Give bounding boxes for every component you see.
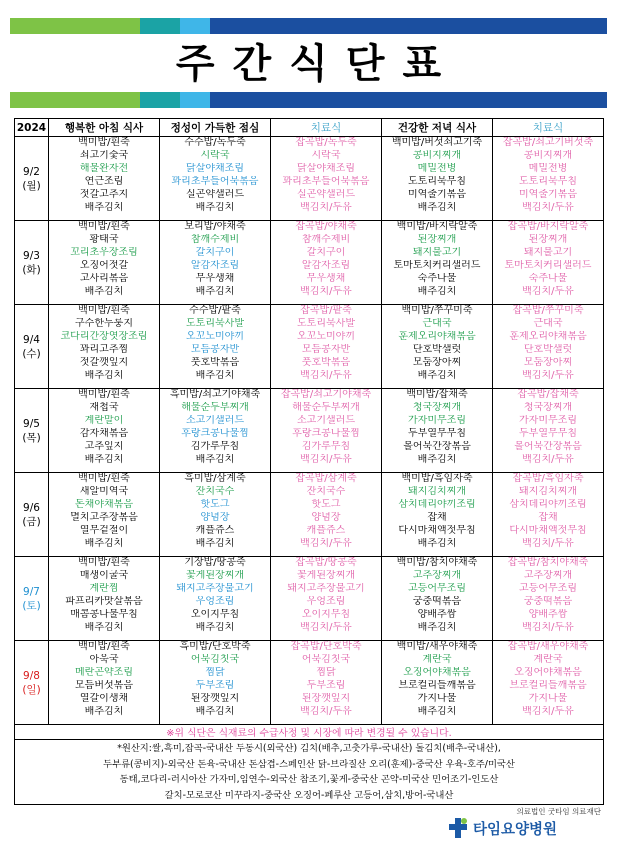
date: 9/8 xyxy=(23,669,40,682)
menu-item: 잡곡밥/새우야채죽 xyxy=(507,641,589,652)
dinner-menu-cell xyxy=(382,221,493,305)
day-label xyxy=(15,389,49,473)
menu-item: 백미밥/참치야채죽 xyxy=(396,557,478,568)
note-row xyxy=(15,725,604,740)
menu-item: 백김치/두유 xyxy=(522,369,574,381)
origin-line: 동태,코다리-러시아산 가자미,임연수-외국산 참조기,꽃게-중국산 곤약-미국산 민어조기-인도산 xyxy=(119,774,499,785)
menu-item: 백미밥/흰죽 xyxy=(78,557,130,568)
menu-item: 고추장찌개 xyxy=(523,569,573,581)
menu-item: 갈치구이 xyxy=(195,246,235,258)
menu-item: 백미밥/흰죽 xyxy=(78,137,130,148)
hospital-logo xyxy=(447,806,607,846)
menu-item: 구수한누룽지 xyxy=(75,317,133,329)
menu-item: 찜닭 xyxy=(205,666,225,678)
menu-item: 미역줄기볶음 xyxy=(408,188,466,200)
day-row xyxy=(15,389,604,473)
menu-item: 훈제오리야채볶음 xyxy=(509,330,587,342)
logo-name: 타임요양병원 xyxy=(473,822,558,838)
menu-item: 모둠장아찌 xyxy=(412,356,462,368)
lunch-menu-cell xyxy=(160,137,271,221)
menu-item: 배추김치 xyxy=(417,453,457,465)
menu-item: 청국장찌개 xyxy=(412,401,462,413)
menu-item: 양념장 xyxy=(311,511,341,523)
menu-item: 실곤약샐러드 xyxy=(186,188,244,200)
dinner-header: 건강한 저녁 식사 xyxy=(382,119,493,137)
menu-item: 모듬버섯볶음 xyxy=(75,679,133,691)
top-color-band xyxy=(10,18,607,34)
day-label xyxy=(15,305,49,389)
header-row xyxy=(15,119,604,137)
diet1-menu-cell xyxy=(271,389,382,473)
day-label xyxy=(15,473,49,557)
dinner-menu-cell xyxy=(382,557,493,641)
menu-item: 계란국 xyxy=(422,653,452,665)
weekly-menu-table xyxy=(14,118,604,805)
menu-item: 어묵김칫국 xyxy=(190,653,240,665)
menu-item: 잡곡밥/삼계죽 xyxy=(295,473,357,484)
menu-item: 돈채야채볶음 xyxy=(75,498,133,510)
menu-item: 고등어무조림 xyxy=(519,582,577,594)
menu-item: 오꼬노미야끼 xyxy=(297,330,355,342)
menu-item: 두부열무무침 xyxy=(519,427,577,439)
weekday: (목) xyxy=(22,431,41,444)
menu-item: 매생이굴국 xyxy=(79,569,129,581)
menu-item: 오이지무침 xyxy=(301,608,351,620)
menu-item: 참깨수제비 xyxy=(301,233,351,245)
dinner-menu-cell xyxy=(382,137,493,221)
menu-item: 김가루무침 xyxy=(190,440,240,452)
page-title: 주간식단표 xyxy=(175,41,460,87)
diet1-menu-cell xyxy=(271,305,382,389)
menu-item: 배추김치 xyxy=(195,201,235,213)
lunch-header: 정성이 가득한 점심 xyxy=(160,119,271,137)
weekday: (일) xyxy=(22,683,41,696)
day-label xyxy=(15,137,49,221)
year-header: 2024 xyxy=(15,119,49,137)
menu-item: 돼지고추장불고기 xyxy=(176,582,254,594)
menu-notice: ※위 식단은 식재료의 수급사정 및 시장에 따라 변경될 수 있습니다. xyxy=(15,725,604,740)
menu-item: 파프리카맛살볶음 xyxy=(65,595,143,607)
menu-item: 잡채 xyxy=(538,511,558,523)
menu-item: 백김치/두유 xyxy=(522,453,574,465)
weekday: (금) xyxy=(22,515,41,528)
diet1-menu-cell xyxy=(271,221,382,305)
menu-item: 백미밥/흰죽 xyxy=(78,305,130,316)
menu-item: 백미밥/버섯쇠고기죽 xyxy=(391,137,483,148)
menu-item: 잡곡밥/팥죽 xyxy=(300,305,352,316)
menu-item: 백미밥/잡채죽 xyxy=(406,389,468,400)
menu-item: 열무겉절이 xyxy=(79,524,129,536)
day-row xyxy=(15,305,604,389)
menu-item: 백김치/두유 xyxy=(300,705,352,717)
menu-item: 돼지고추장불고기 xyxy=(287,582,365,594)
day-row xyxy=(15,641,604,725)
menu-item: 백미밥/흰죽 xyxy=(78,641,130,652)
breakfast-header: 행복한 아침 식사 xyxy=(49,119,160,137)
day-row xyxy=(15,137,604,221)
menu-item: 열갈이생채 xyxy=(79,692,129,704)
menu-item: 돼지불고기 xyxy=(523,246,573,258)
diet2-menu-cell xyxy=(493,137,604,221)
menu-item: 된장깻잎지 xyxy=(190,692,240,704)
date: 9/5 xyxy=(23,417,40,430)
cross-logo-icon xyxy=(447,816,469,840)
day-row xyxy=(15,473,604,557)
date: 9/7 xyxy=(23,585,40,598)
day-label xyxy=(15,221,49,305)
menu-item: 백미밥/흑임자죽 xyxy=(401,473,473,484)
menu-item: 꽈리초부들어묵볶음 xyxy=(171,175,259,187)
weekday: (토) xyxy=(22,599,41,612)
menu-item: 백김치/두유 xyxy=(300,537,352,549)
menu-item: 백김치/두유 xyxy=(522,537,574,549)
menu-item: 오징어젓갈 xyxy=(79,259,129,271)
breakfast-menu-cell xyxy=(49,473,160,557)
menu-item: 양배추쌈 xyxy=(528,608,568,620)
menu-item: 잡곡밥/잡채죽 xyxy=(517,389,579,400)
menu-item: 메밀전병 xyxy=(417,162,457,174)
diet2-menu-cell xyxy=(493,473,604,557)
diet1-menu-cell xyxy=(271,473,382,557)
menu-item: 소고기샐러드 xyxy=(186,414,244,426)
diet2-menu-cell xyxy=(493,221,604,305)
menu-item: 브로컬리들깨볶음 xyxy=(398,679,476,691)
menu-item: 꽈리고추찜 xyxy=(79,343,129,355)
menu-item: 배추김치 xyxy=(417,705,457,717)
menu-item: 우엉조림 xyxy=(306,595,346,607)
menu-item: 배추김치 xyxy=(195,621,235,633)
menu-item: 잔치국수 xyxy=(306,485,346,497)
menu-item: 배추김치 xyxy=(84,537,124,549)
weekday: (화) xyxy=(22,263,41,276)
menu-item: 오꼬노미야끼 xyxy=(186,330,244,342)
menu-item: 백미밥/새우야채죽 xyxy=(396,641,478,652)
menu-item: 삼치데리야끼조림 xyxy=(509,498,587,510)
menu-item: 두부조림 xyxy=(306,679,346,691)
menu-item: 배추김치 xyxy=(195,453,235,465)
breakfast-menu-cell xyxy=(49,305,160,389)
menu-item: 백김치/두유 xyxy=(522,285,574,297)
menu-item: 알감자조림 xyxy=(190,259,240,271)
menu-item: 오징어야채볶음 xyxy=(403,666,471,678)
menu-item: 근대국 xyxy=(422,317,452,329)
menu-item: 시락국 xyxy=(200,149,230,161)
menu-item: 배추김치 xyxy=(195,705,235,717)
breakfast-menu-cell xyxy=(49,557,160,641)
diet-lunch-header: 치료식 xyxy=(271,119,382,137)
menu-item: 닭살야채조림 xyxy=(186,162,244,174)
diet2-menu-cell xyxy=(493,305,604,389)
menu-item: 가자미무조림 xyxy=(519,414,577,426)
menu-item: 잡곡밥/녹두죽 xyxy=(295,137,357,148)
day-row xyxy=(15,557,604,641)
menu-item: 배추김치 xyxy=(84,453,124,465)
menu-item: 배추김치 xyxy=(417,201,457,213)
menu-item: 고추잎지 xyxy=(84,440,124,452)
menu-item: 잡곡밥/야채죽 xyxy=(295,221,357,232)
menu-item: 배추김치 xyxy=(84,285,124,297)
menu-item: 배추김치 xyxy=(195,369,235,381)
menu-item: 도토리묵사발 xyxy=(186,317,244,329)
menu-item: 숙주나물 xyxy=(417,272,457,284)
menu-item: 배추김치 xyxy=(84,705,124,717)
menu-item: 계란찜 xyxy=(89,582,119,594)
menu-item: 배추김치 xyxy=(417,369,457,381)
menu-item: 미역줄기볶음 xyxy=(519,188,577,200)
menu-item: 꽃게된장찌개 xyxy=(297,569,355,581)
menu-item: 젓갈고추지 xyxy=(79,188,129,200)
menu-item: 백김치/두유 xyxy=(300,285,352,297)
menu-item: 돼지김치찌개 xyxy=(408,485,466,497)
weekday: (월) xyxy=(22,179,41,192)
menu-item: 황태국 xyxy=(89,233,119,245)
menu-item: 배추김치 xyxy=(417,621,457,633)
menu-item: 흑미밥/쇠고기야채죽 xyxy=(169,389,261,400)
lunch-menu-cell xyxy=(160,305,271,389)
menu-item: 돼지불고기 xyxy=(412,246,462,258)
menu-item: 계란국 xyxy=(533,653,563,665)
menu-item: 가지나물 xyxy=(417,692,457,704)
menu-item: 백김치/두유 xyxy=(522,201,574,213)
menu-item: 궁중떡볶음 xyxy=(523,595,573,607)
diet1-menu-cell xyxy=(271,137,382,221)
menu-item: 실곤약샐러드 xyxy=(297,188,355,200)
origin-line: *원산지:쌀,흑미,잡곡-국내산 두동시(외국산) 김치(배추,고춧가루-국내산) 돌김치(배추-국내산), xyxy=(117,743,501,754)
menu-item: 풋호박볶음 xyxy=(301,356,351,368)
diet2-menu-cell xyxy=(493,389,604,473)
menu-item: 흑미밥/단호박죽 xyxy=(179,641,251,652)
menu-item: 가자미무조림 xyxy=(408,414,466,426)
menu-item: 무우생채 xyxy=(195,272,235,284)
menu-item: 도토리묵무침 xyxy=(408,175,466,187)
lunch-menu-cell xyxy=(160,389,271,473)
menu-item: 후랑크콩나물찜 xyxy=(181,427,249,439)
menu-item: 연근조림 xyxy=(84,175,124,187)
menu-item: 잡곡밥/흑임자죽 xyxy=(512,473,584,484)
menu-item: 두부조림 xyxy=(195,679,235,691)
menu-item: 잡곡밥/쇠고기버섯죽 xyxy=(502,137,594,148)
menu-item: 된장찌개 xyxy=(528,233,568,245)
menu-item: 새알미역국 xyxy=(79,485,129,497)
menu-item: 배추김치 xyxy=(84,621,124,633)
date: 9/4 xyxy=(23,333,40,346)
menu-item: 고추장찌개 xyxy=(412,569,462,581)
breakfast-menu-cell xyxy=(49,137,160,221)
day-label xyxy=(15,557,49,641)
menu-item: 백김치/두유 xyxy=(300,621,352,633)
menu-item: 볼어묵간장볶음 xyxy=(514,440,582,452)
origin-info xyxy=(15,740,604,805)
diet2-menu-cell xyxy=(493,557,604,641)
menu-item: 도토리묵무침 xyxy=(519,175,577,187)
menu-item: 오징어야채볶음 xyxy=(514,666,582,678)
menu-item: 고사리볶음 xyxy=(79,272,129,284)
day-label xyxy=(15,641,49,725)
menu-item: 도토리묵사발 xyxy=(297,317,355,329)
menu-item: 청국장찌개 xyxy=(523,401,573,413)
menu-item: 해물완자전 xyxy=(79,162,129,174)
menu-item: 단호박샐럿 xyxy=(523,343,573,355)
menu-item: 배추김치 xyxy=(84,369,124,381)
menu-item: 백김치/두유 xyxy=(522,705,574,717)
diet-dinner-header: 치료식 xyxy=(493,119,604,137)
menu-item: 된장깻잎지 xyxy=(301,692,351,704)
menu-item: 잡곡밥/바지락알죽 xyxy=(507,221,589,232)
menu-item: 가지나물 xyxy=(528,692,568,704)
menu-item: 코다리간장엿장조림 xyxy=(60,330,148,342)
menu-item: 김가루무침 xyxy=(301,440,351,452)
menu-item: 잡곡밥/땅콩죽 xyxy=(295,557,357,568)
menu-item: 기장밥/땅콩죽 xyxy=(184,557,246,568)
menu-item: 백미밥/흰죽 xyxy=(78,473,130,484)
menu-item: 잔치국수 xyxy=(195,485,235,497)
origin-row xyxy=(15,740,604,805)
menu-item: 백미밥/쭈꾸미죽 xyxy=(401,305,473,316)
lunch-menu-cell xyxy=(160,473,271,557)
menu-item: 브로컬리들깨볶음 xyxy=(509,679,587,691)
menu-item: 메밀전병 xyxy=(528,162,568,174)
menu-item: 핫도그 xyxy=(311,498,341,510)
dinner-menu-cell xyxy=(382,641,493,725)
menu-item: 수수밥/팥죽 xyxy=(189,305,241,316)
menu-item: 숙주나물 xyxy=(528,272,568,284)
breakfast-menu-cell xyxy=(49,389,160,473)
date: 9/3 xyxy=(23,249,40,262)
date: 9/6 xyxy=(23,501,40,514)
dinner-menu-cell xyxy=(382,389,493,473)
menu-item: 토마토치커리샐러드 xyxy=(504,259,592,271)
menu-item: 흑미밥/삼계죽 xyxy=(184,473,246,484)
menu-item: 백김치/두유 xyxy=(522,621,574,633)
lunch-menu-cell xyxy=(160,641,271,725)
menu-item: 재첩국 xyxy=(89,401,119,413)
menu-item: 찜닭 xyxy=(316,666,336,678)
dinner-menu-cell xyxy=(382,473,493,557)
weekday: (수) xyxy=(22,347,41,360)
bottom-color-band xyxy=(10,92,607,108)
menu-item: 백미밥/흰죽 xyxy=(78,389,130,400)
menu-item: 해물순두부찌개 xyxy=(292,401,360,413)
menu-item: 후랑크콩나물찜 xyxy=(292,427,360,439)
menu-item: 갈치구이 xyxy=(306,246,346,258)
menu-item: 꼬리초우장조림 xyxy=(70,246,138,258)
menu-item: 아욱국 xyxy=(89,653,119,665)
menu-item: 핫도그 xyxy=(200,498,230,510)
menu-item: 쇠고기숯국 xyxy=(79,149,129,161)
menu-item: 닭살야채조림 xyxy=(297,162,355,174)
menu-item: 보리밥/야채죽 xyxy=(184,221,246,232)
menu-item: 잡곡밥/쇠고기야채죽 xyxy=(280,389,372,400)
menu-item: 배추김치 xyxy=(84,201,124,213)
lunch-menu-cell xyxy=(160,557,271,641)
menu-item: 돼지김치찌개 xyxy=(519,485,577,497)
menu-item: 풋호박볶음 xyxy=(190,356,240,368)
menu-item: 백김치/두유 xyxy=(300,201,352,213)
origin-line: 갈치-모로코산 미꾸라지-중국산 오징어-페루산 고등어,삼치,방어-국내산 xyxy=(164,789,454,801)
diet1-menu-cell xyxy=(271,557,382,641)
menu-item: 어묵김칫국 xyxy=(301,653,351,665)
menu-item: 잡채 xyxy=(427,511,447,523)
menu-item: 다시마채액젓무침 xyxy=(398,524,476,536)
menu-item: 배추김치 xyxy=(417,537,457,549)
menu-item: 알감자조림 xyxy=(301,259,351,271)
menu-item: 볼어묵간장볶음 xyxy=(403,440,471,452)
dinner-menu-cell xyxy=(382,305,493,389)
menu-item: 토마토치커리샐러드 xyxy=(393,259,481,271)
menu-item: 소고기샐러드 xyxy=(297,414,355,426)
diet2-menu-cell xyxy=(493,641,604,725)
origin-line: 두부류(콩비지)-외국산 돈육-국내산 돈삼겹-스페인산 닭-브라질산 오리(훈제)-중국산 우육-호주/미국산 xyxy=(103,758,515,770)
menu-item: 콩비지찌개 xyxy=(523,149,573,161)
menu-item: 백미밥/흰죽 xyxy=(78,221,130,232)
menu-item: 해물순두부찌개 xyxy=(181,401,249,413)
menu-item: 잡곡밥/단호박죽 xyxy=(290,641,362,652)
menu-item: 캐플쥬스 xyxy=(306,524,346,536)
menu-item: 단호박샐럿 xyxy=(412,343,462,355)
menu-item: 근대국 xyxy=(533,317,563,329)
menu-item: 배추김치 xyxy=(195,285,235,297)
menu-item: 오이지무침 xyxy=(190,608,240,620)
menu-item: 모듬콩자반 xyxy=(301,343,351,355)
menu-item: 잡곡밥/참치야채죽 xyxy=(507,557,589,568)
menu-item: 참깨수제비 xyxy=(190,233,240,245)
menu-item: 매콤콩나물무침 xyxy=(70,608,138,620)
menu-item: 백김치/두유 xyxy=(300,453,352,465)
diet1-menu-cell xyxy=(271,641,382,725)
menu-item: 모듬콩자반 xyxy=(190,343,240,355)
menu-item: 백김치/두유 xyxy=(300,369,352,381)
menu-item: 배추김치 xyxy=(195,537,235,549)
menu-item: 캐플쥬스 xyxy=(195,524,235,536)
logo-subtitle: 의료법인 굿타임 의료재단 xyxy=(516,807,601,816)
menu-item: 배추김치 xyxy=(417,285,457,297)
menu-item: 된장찌개 xyxy=(417,233,457,245)
menu-item: 고등어무조림 xyxy=(408,582,466,594)
menu-item: 잡곡밥/쭈꾸미죽 xyxy=(512,305,584,316)
menu-item: 콩비지찌개 xyxy=(412,149,462,161)
breakfast-menu-cell xyxy=(49,641,160,725)
menu-item: 꽈리초부들어묵볶음 xyxy=(282,175,370,187)
menu-item: 우엉조림 xyxy=(195,595,235,607)
menu-item: 꽃게된장찌개 xyxy=(186,569,244,581)
menu-item: 무우생채 xyxy=(306,272,346,284)
menu-item: 모둠장아찌 xyxy=(523,356,573,368)
menu-item: 감자채볶음 xyxy=(79,427,129,439)
menu-item: 다시마채액젓무침 xyxy=(509,524,587,536)
lunch-menu-cell xyxy=(160,221,271,305)
menu-item: 두부열무무침 xyxy=(408,427,466,439)
menu-item: 시락국 xyxy=(311,149,341,161)
breakfast-menu-cell xyxy=(49,221,160,305)
menu-item: 백미밥/바지락알죽 xyxy=(396,221,478,232)
menu-item: 훈제오리야채볶음 xyxy=(398,330,476,342)
menu-item: 메란곤약조림 xyxy=(75,666,133,678)
day-row xyxy=(15,221,604,305)
menu-item: 젓갈깻잎지 xyxy=(79,356,129,368)
menu-item: 계란말이 xyxy=(84,414,124,426)
menu-item: 수수밥/녹두죽 xyxy=(184,137,246,148)
date: 9/2 xyxy=(23,165,40,178)
menu-item: 삼치데리야끼조림 xyxy=(398,498,476,510)
menu-item: 양념장 xyxy=(200,511,230,523)
menu-item: 양배추쌈 xyxy=(417,608,457,620)
menu-item: 궁중떡볶음 xyxy=(412,595,462,607)
menu-item: 멸치고추장볶음 xyxy=(70,511,138,523)
